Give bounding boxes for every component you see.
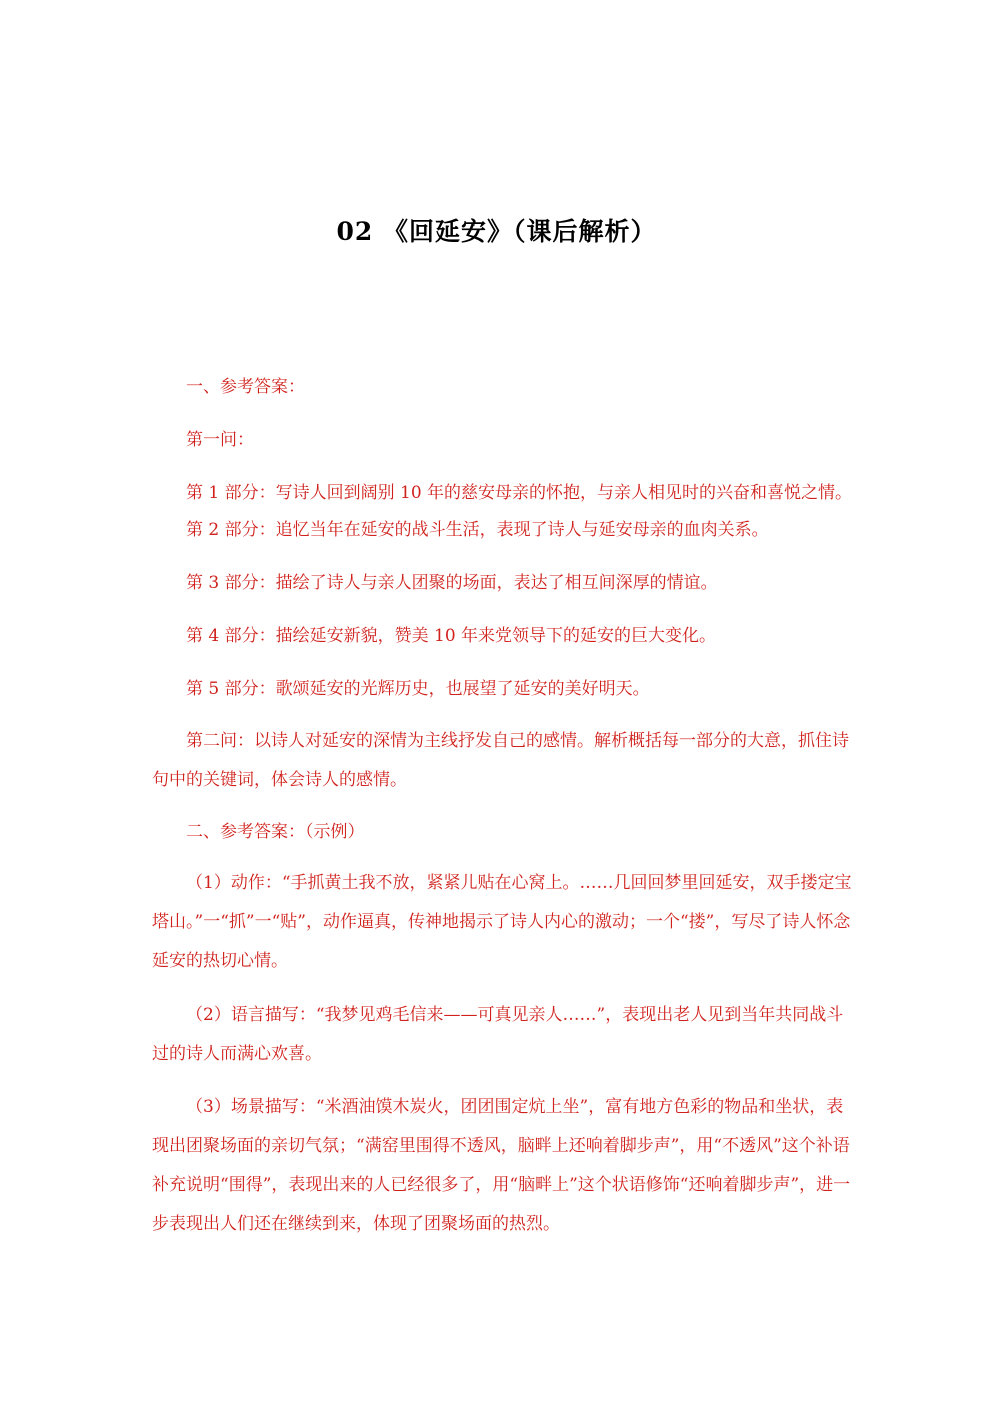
part1-answer: 第 1 部分：写诗人回到阔别 10 年的慈安母亲的怀抱，与亲人相见时的兴奋和喜悦之情。 — [186, 483, 853, 503]
section1-heading: 一、参考答案： — [186, 377, 305, 397]
part3-answer: 第 3 部分：描绘了诗人与亲人团聚的场面，表达了相互间深厚的情谊。 — [186, 573, 718, 593]
part2-answer: 第 2 部分：追忆当年在延安的战斗生活，表现了诗人与延安母亲的血肉关系。 — [186, 520, 769, 540]
example-item-3: （3）场景描写：“米酒油馍木炭火，团团围定炕上坐”，富有地方色彩的物品和坐状，表现出团聚场面的亲切气氛；“满窑里围得不透风，脑畔上还响着脚步声”，用“不透风”这个补语补充说明“围得”，表现出来的人已经很多了，用“脑畔上”这个状语修饰“还响着脚步声”，进一步表现出人们还在继续到来，体现了团聚场面的热烈。 — [152, 1097, 851, 1234]
page-title: 02 《回延安》（课后解析） — [336, 217, 657, 246]
question2-answer: 第二问：以诗人对延安的深情为主线抒发自己的感情。解析概括每一部分的大意，抓住诗句中的关键词，体会诗人的感情。 — [152, 731, 849, 790]
part5-answer: 第 5 部分：歌颂延安的光辉历史，也展望了延安的美好明天。 — [186, 679, 650, 699]
example-item-2: （2）语言描写：“我梦见鸡毛信来——可真见亲人……”，表现出老人见到当年共同战斗过的诗人而满心欢喜。 — [152, 1005, 844, 1064]
part4-answer: 第 4 部分：描绘延安新貌，赞美 10 年来党领导下的延安的巨大变化。 — [186, 626, 717, 646]
question1-label: 第一问： — [186, 430, 254, 450]
example-item-1: （1）动作：“手抓黄土我不放，紧紧儿贴在心窝上。……几回回梦里回延安，双手搂定宝塔山。”一“抓”一“贴”，动作逼真，传神地揭示了诗人内心的激动；一个“搂”，写尽了诗人怀念延安的热切心情。 — [152, 873, 852, 971]
section2-heading: 二、参考答案：（示例） — [186, 822, 365, 842]
